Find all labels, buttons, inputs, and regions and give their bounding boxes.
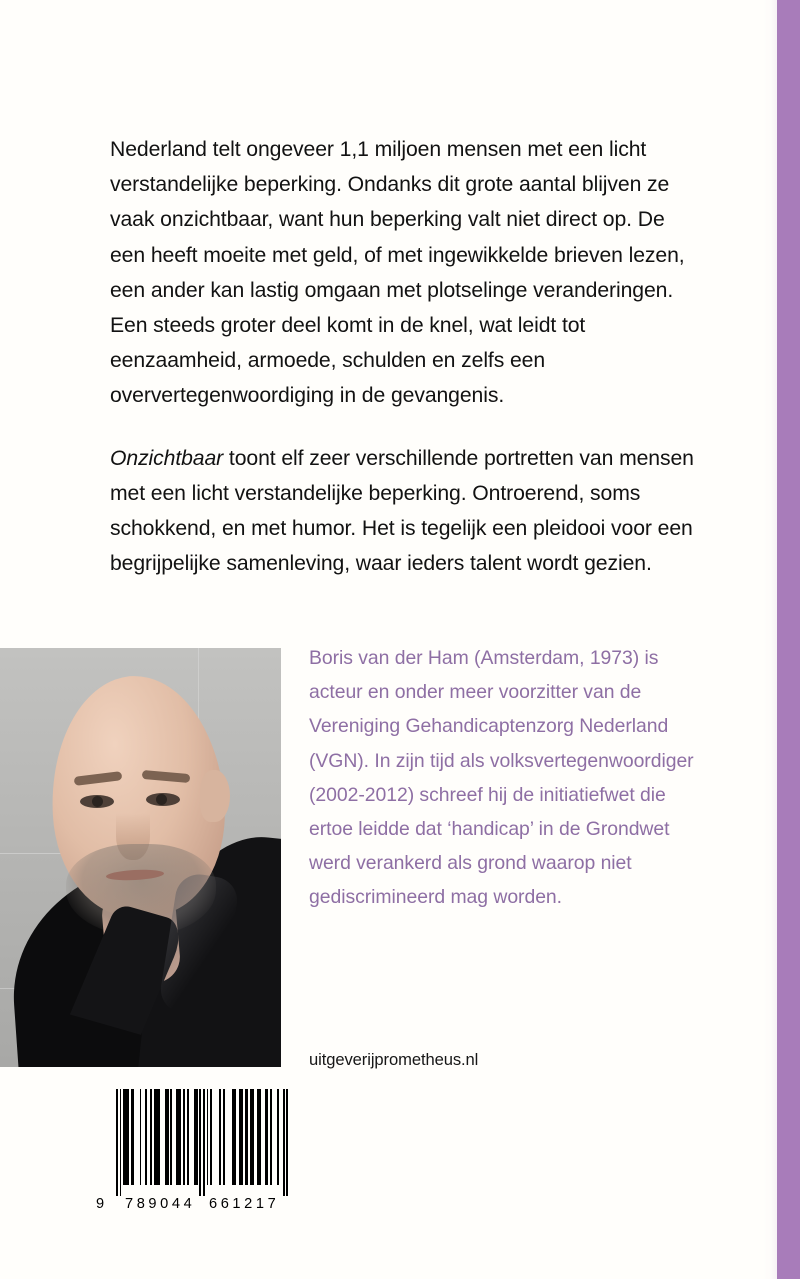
barcode-module: [212, 1089, 219, 1185]
author-bio-text: Boris van der Ham (Amsterdam, 1973) is acteur en onder meer voorzitter van de Vereniging Gehandicaptenzorg Nederland (VGN). In zijn tijd als volksvertegenwoordiger (2002-2012) schreef hij de initiatiefwet die ertoe leidde dat ‘handicap’ in de Grondwet werd verankerd als grond waarop niet gediscrimineerd mag worden.: [309, 647, 694, 909]
barcode-bars: [96, 1089, 288, 1196]
barcode-lead-digit: 9: [96, 1196, 108, 1212]
barcode-module: [225, 1089, 232, 1185]
blurb-paragraph-2-rest: toont elf zeer verschillende portretten van mensen met een licht verstandelijke beperking. Ontroerend, soms schokkend, en met humor. Het is tegelijk een pleidooi voor een begrijpelijke samenleving, waar ieders talent wordt gezien.: [110, 446, 694, 576]
portrait-ear: [200, 770, 230, 822]
barcode-digits: [96, 1196, 288, 1216]
blurb-paragraph-2: [110, 441, 702, 582]
author-portrait-photo: [0, 648, 281, 1067]
portrait-pupil-right: [156, 794, 167, 805]
spine-band: [777, 0, 800, 1279]
book-title-italic: Onzichtbaar: [110, 446, 224, 470]
author-bio-block: [309, 641, 704, 915]
publisher-website: uitgeverijprometheus.nl: [309, 1050, 479, 1069]
barcode-right-group: 661217: [209, 1196, 280, 1212]
barcode-left-group: 789044: [125, 1196, 196, 1212]
spine-fold-shadow: [763, 0, 777, 1279]
portrait-pupil-left: [92, 796, 103, 807]
isbn-barcode: [96, 1089, 288, 1216]
blurb-text-block: [110, 132, 702, 581]
barcode-module: [286, 1089, 288, 1196]
blurb-paragraph-1: Nederland telt ongeveer 1,1 miljoen mensen met een licht verstandelijke beperking. Ondanks dit grote aantal blijven ze vaak onzichtbaar, want hun beperking valt niet direct op. De een heeft moeite met geld, of met ingewikkelde brieven lezen, een ander kan lastig omgaan met plotselinge veranderingen. Een steeds groter deel komt in de knel, wat leidt tot eenzaamheid, armoede, schulden en zelfs een oververtegenwoordiging in de gevangenis.: [110, 138, 685, 408]
